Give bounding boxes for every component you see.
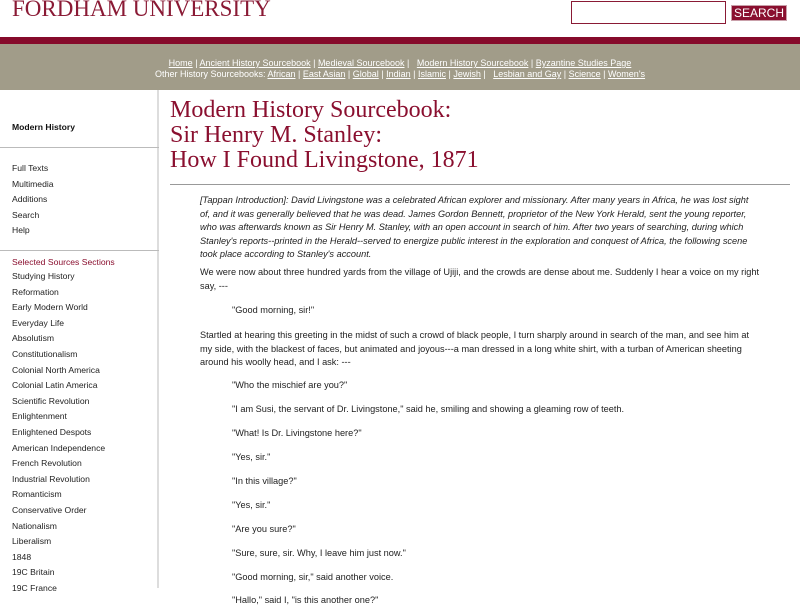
nav-link[interactable]: Home xyxy=(168,58,193,68)
sidebar-link[interactable]: Multimedia xyxy=(12,178,54,189)
quote: "Good morning, sir!" xyxy=(232,305,315,315)
sidebar-section-link[interactable]: Colonial North America xyxy=(12,364,100,375)
intro-paragraph: [Tappan Introduction]: David Livingstone was a celebrated African explorer and missionary. After many years in Africa, he was lost sight of, and it was generally believed that he was dead. James Gordon Bennett, proprietor of the New York Herald, sent the young reporter, who was afterwards known as Sir Henry M. Stanley, with an open account in search of him. After two years of searching, during which Stanley's reports--printed in the Herald--served to energize public interest in the exploration and conquest of Africa, the following scene took place according to Stanley's account. xyxy=(200,195,749,260)
sidebar-section-link[interactable]: Constitutionalism xyxy=(12,349,78,359)
sidebar-section-link[interactable]: Romanticism xyxy=(12,489,62,500)
sidebar-section-link[interactable]: Enlightenment xyxy=(12,411,67,422)
sidebar-section-link[interactable]: Colonial Latin America xyxy=(12,380,98,391)
header xyxy=(0,0,800,37)
quote: "Yes, sir." xyxy=(232,500,271,510)
sidebar-section-link[interactable]: Industrial Revolution xyxy=(12,473,90,484)
nav-link[interactable]: Islamic xyxy=(417,69,446,79)
sidebar-section-link[interactable]: Reformation xyxy=(12,286,59,297)
sidebar-section-link[interactable]: Studying History xyxy=(12,271,75,281)
title-line: Modern History Sourcebook: xyxy=(170,97,452,123)
nav-link[interactable]: Women's xyxy=(607,69,646,79)
nav-link[interactable]: Indian xyxy=(386,69,411,79)
nav-link[interactable]: Lesbian and Gay xyxy=(493,69,562,79)
sidebar-section-link[interactable]: Scientific Revolution xyxy=(12,395,90,406)
sidebar-section-link[interactable]: Liberalism xyxy=(12,536,52,547)
sidebar-section-link[interactable]: Enlightened Despots xyxy=(12,427,92,437)
divider xyxy=(0,147,159,148)
sidebar-link[interactable]: Additions xyxy=(12,194,48,204)
nav-link[interactable]: African xyxy=(267,69,296,79)
nav-link[interactable]: Ancient History Sourcebook xyxy=(199,58,311,68)
sidebar-section-link[interactable]: French Revolution xyxy=(12,458,82,469)
sidebar-section-link[interactable]: Absolutism xyxy=(12,333,55,344)
sidebar-section-link[interactable]: 19C Britain xyxy=(12,567,55,578)
sidebar-section-link[interactable]: Early Modern World xyxy=(12,302,88,313)
sections-heading: Selected Sources Sections xyxy=(12,257,115,267)
sidebar xyxy=(0,90,159,593)
quote: "What! Is Dr. Livingstone here?" xyxy=(232,428,362,438)
title-line: How I Found Livingstone, 1871 xyxy=(170,147,479,173)
quote: "Good morning, sir," said another voice. xyxy=(232,572,394,582)
top-nav xyxy=(0,44,800,90)
quote: "I am Susi, the servant of Dr. Livingstone," said he, smiling and showing a gleaming row of teeth. xyxy=(232,404,625,414)
nav-label: Other History Sourcebooks: xyxy=(154,69,266,79)
nav-row-2: Other History Sourcebooks: African | East Asian | Global | Indian | Islamic | Jewish | Lesbian and Gay | Science | Women's xyxy=(154,69,646,79)
fordham-logo[interactable]: FORDHAM UNIVERSITY xyxy=(12,0,271,21)
sidebar-section-link[interactable]: 1848 xyxy=(12,551,32,562)
search-button[interactable]: SEARCH xyxy=(731,5,787,21)
sidebar-heading: Modern History xyxy=(12,122,76,132)
sidebar-link[interactable]: Help xyxy=(12,225,30,235)
sidebar-link[interactable]: Full Texts xyxy=(12,163,49,173)
page-title xyxy=(170,98,479,173)
nav-row-1: Home | Ancient History Sourcebook | Medieval Sourcebook | Modern History Sourcebook | Byzantine Studies Page xyxy=(168,58,632,68)
sidebar-section-link[interactable]: Nationalism xyxy=(12,520,57,531)
quote: "Who the mischief are you?" xyxy=(232,380,348,390)
header-bar xyxy=(0,37,800,44)
quote: "In this village?" xyxy=(232,476,297,486)
quote: "Yes, sir." xyxy=(232,452,271,462)
nav-link[interactable]: Modern History Sourcebook xyxy=(416,58,529,68)
nav-link[interactable]: Jewish xyxy=(453,69,481,79)
divider xyxy=(0,250,159,251)
divider xyxy=(170,184,790,185)
nav-link[interactable]: Medieval Sourcebook xyxy=(317,58,405,68)
quote: "Hallo," said I, "is this another one?" xyxy=(232,595,379,605)
search-input[interactable] xyxy=(571,1,726,24)
nav-link[interactable]: Global xyxy=(352,69,379,79)
title-line: Sir Henry M. Stanley: xyxy=(170,122,382,148)
sidebar-section-link[interactable]: 19C France xyxy=(12,583,57,593)
paragraph: We were now about three hundred yards from the village of Ujiji, and the crowds are dense about me. Suddenly I hear a voice on my right say, --- xyxy=(200,267,760,291)
nav-link[interactable]: Science xyxy=(568,69,601,79)
nav-link[interactable]: East Asian xyxy=(302,69,346,79)
paragraph: Startled at hearing this greeting in the midst of such a crowd of black people, I turn sharply around in search of the man, and see him at my side, with the blackest of faces, but animated and joyous---a man dressed in a long white shirt, with a turban of American sheeting around his woolly head, and I ask: --- xyxy=(200,330,750,368)
quote: "Sure, sure, sir. Why, I leave him just now." xyxy=(232,548,406,558)
sidebar-section-link[interactable]: Conservative Order xyxy=(12,505,87,515)
sidebar-section-link[interactable]: Everyday Life xyxy=(12,317,65,328)
sidebar-section-link[interactable]: American Independence xyxy=(12,442,106,453)
sidebar-link[interactable]: Search xyxy=(12,209,40,220)
quote: "Are you sure?" xyxy=(232,524,296,534)
nav-link[interactable]: Byzantine Studies Page xyxy=(535,58,632,68)
